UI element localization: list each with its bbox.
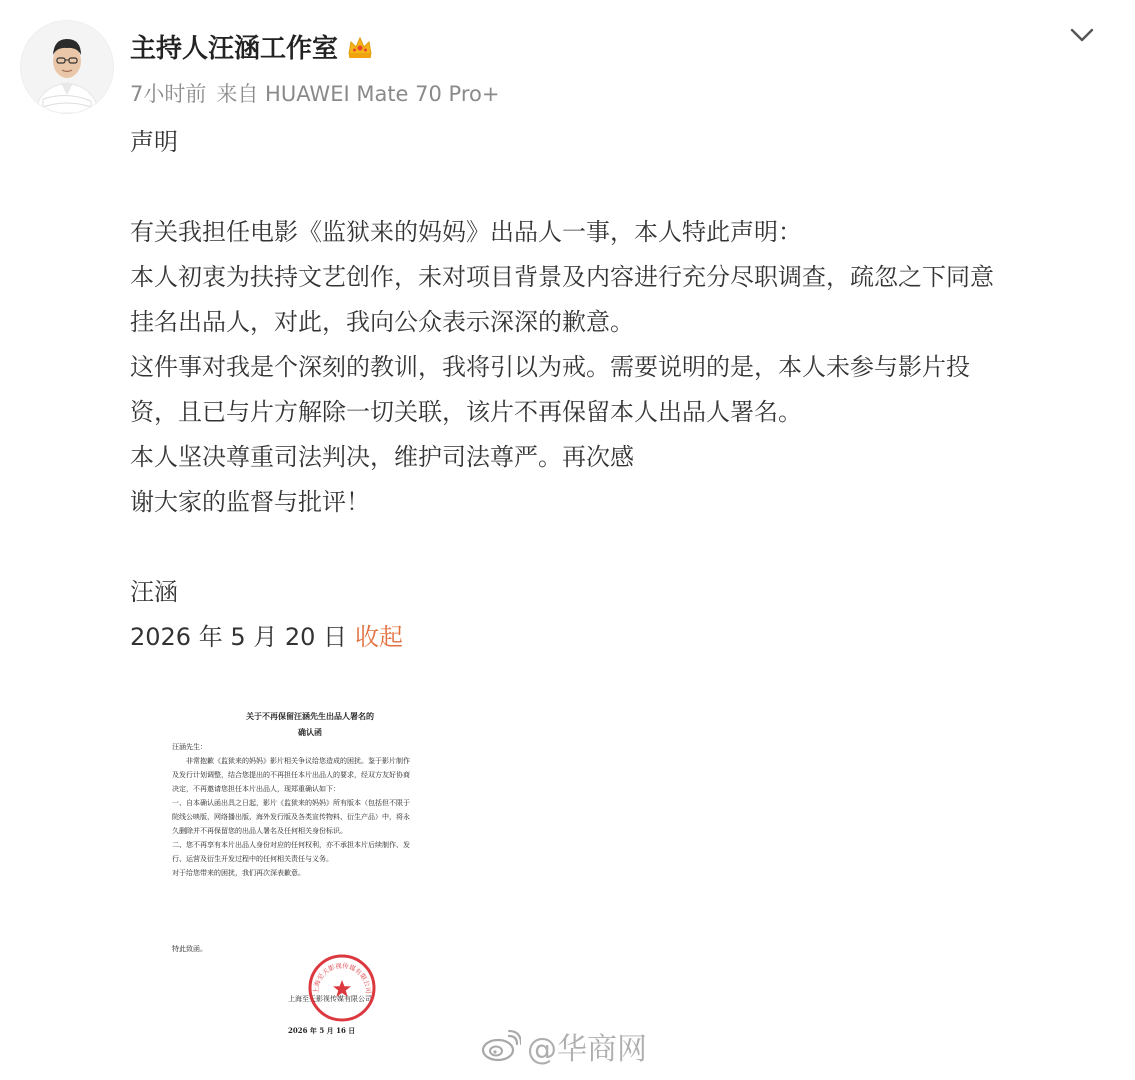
document-paragraph-2: 一、自本确认函出具之日起，影片《监狱来的妈妈》所有版本（包括但不限于院线公映版、网络播出版、海外发行版及各类宣传物料、衍生产品）中，将永久删除并不再保留您的出品人署名及任何相关身份标识。	[172, 799, 410, 835]
document-signoff: 特此致函。	[172, 945, 207, 953]
post-date: 2026 年 5 月 20 日	[130, 623, 348, 651]
document-paragraph-1: 非常抱歉《监狱来的妈妈》影片相关争议给您造成的困扰。鉴于影片制作及发行计划调整，结合您提出的不再担任本片出品人的要求，经双方友好协商决定，不再邀请您担任本片出品人，现郑重确认如下：	[172, 757, 410, 793]
document-body	[172, 740, 412, 880]
document-date: 2026 年 5 月 16 日	[288, 1026, 356, 1035]
document-paragraph-4: 对于给您带来的困扰，我们再次深表歉意。	[172, 869, 305, 877]
post-time: 7小时前	[130, 82, 207, 106]
seal-text: 上海至天影视传媒有限公司	[311, 961, 373, 994]
username[interactable]	[130, 28, 374, 65]
post-line-7: 谢大家的监督与批评！	[130, 488, 370, 516]
post-line-2: 本人初衷为扶持文艺创作，未对项目背景及内容进行充分尽职调查，疏忽之下同意	[130, 263, 994, 291]
blank-line	[130, 165, 1105, 210]
document-company: 上海至天影视传媒有限公司	[288, 995, 372, 1003]
post-line-6: 本人坚决尊重司法判决，维护司法尊严。再次感	[130, 443, 634, 471]
document-title-line-1: 关于不再保留汪涵先生出品人署名的	[246, 711, 374, 721]
post-date-line	[130, 615, 1105, 660]
attached-document-image[interactable]	[160, 680, 460, 1075]
blank-line	[130, 525, 1105, 570]
document-paragraph-3: 二、您不再享有本片出品人身份对应的任何权利，亦不承担本片后续制作、发行、运营及衍生开发过程中的任何相关责任与义务。	[172, 841, 410, 863]
avatar-photo-icon	[21, 21, 113, 113]
post-content	[130, 120, 1105, 660]
chevron-down-icon[interactable]	[1069, 26, 1095, 44]
post-line-3: 挂名出品人，对此，我向公众表示深深的歉意。	[130, 308, 634, 336]
post-line-5: 资，且已与片方解除一切关联，该片不再保留本人出品人署名。	[130, 398, 802, 426]
post-line-1: 有关我担任电影《监狱来的妈妈》出品人一事，本人特此声明：	[130, 218, 802, 246]
post-signature: 汪涵	[130, 578, 178, 606]
weibo-logo-icon	[481, 1030, 521, 1062]
username-text[interactable]: 主持人汪涵工作室	[130, 34, 339, 64]
post-line-4: 这件事对我是个深刻的教训，我将引以为戒。需要说明的是，本人未参与影片投	[130, 353, 970, 381]
company-seal-icon	[306, 952, 378, 1024]
avatar[interactable]	[20, 20, 114, 114]
post-meta	[130, 78, 499, 108]
document-title	[160, 708, 460, 740]
watermark-text: @华商网	[527, 1032, 647, 1067]
crown-badge-icon	[346, 34, 374, 60]
post-source: 来自 HUAWEI Mate 70 Pro+	[216, 82, 500, 106]
collapse-link[interactable]: 收起	[355, 623, 404, 651]
document-title-line-2: 确认函	[298, 727, 322, 737]
post-title: 声明	[130, 128, 178, 156]
document-salutation: 汪涵先生：	[172, 743, 207, 751]
watermark	[481, 1024, 647, 1068]
